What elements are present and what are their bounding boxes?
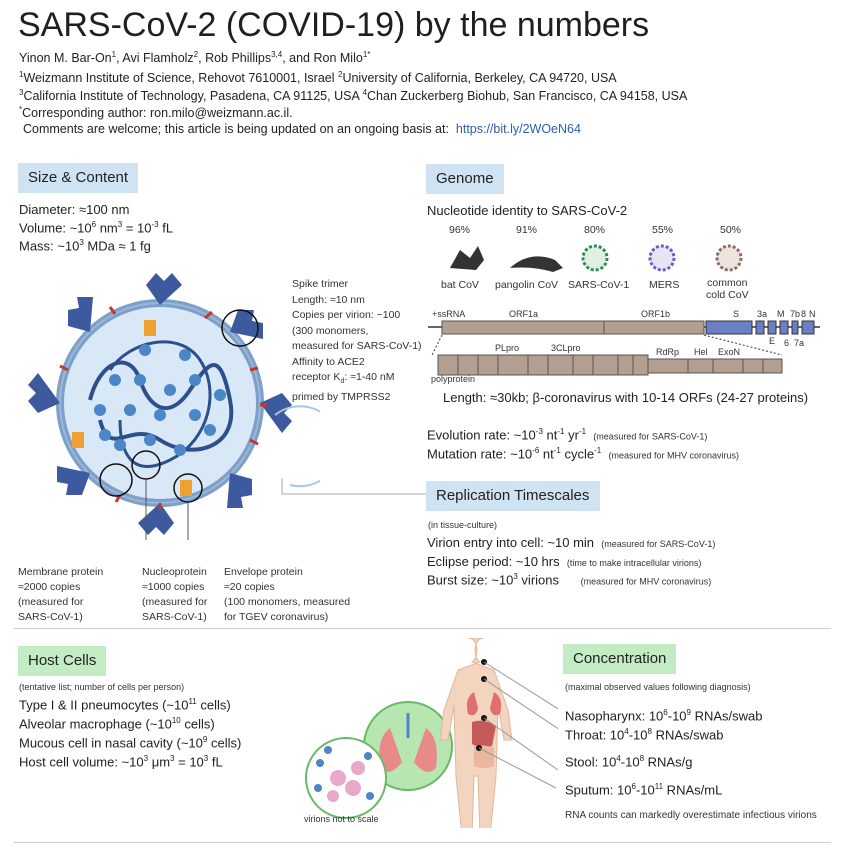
corresponding-author: *Corresponding author: ron.milo@weizmann.ac.il.: [19, 105, 293, 121]
envelope-protein: [144, 320, 156, 336]
sars-cov-1-label: SARS-CoV-1: [568, 279, 630, 291]
affiliations-2: $^3$California Institute of Technology, Pasadena, CA 91125, USA $^4$Chan Zuckerberg Biohub, San Francisco, CA 94158, USA: [19, 88, 688, 104]
m-gene-label: M: [777, 309, 785, 319]
orf1b-block: [604, 321, 704, 334]
scale-note: virions not to scale: [304, 814, 379, 824]
orf1a-label: ORF1a: [509, 309, 539, 319]
size-content-header: Size & Content: [18, 163, 138, 193]
article-link[interactable]: https://bit.ly/2WOeN64: [455, 122, 581, 136]
exon-label: ExoN: [718, 347, 741, 357]
hel-label: Hel: [694, 347, 708, 357]
pneumocytes: Type I & II pneumocytes ($\sim 10^{11}$ cells): [19, 697, 231, 713]
sars-cov-1-pct: 80%: [584, 224, 606, 236]
connector-line: [280, 478, 430, 498]
burst-size: Burst size: $\sim 10^3$ virions (measured for MHV coronavirus): [427, 572, 712, 588]
polyprotein-1a: [438, 355, 648, 375]
replication-header: Replication Timescales: [426, 481, 600, 511]
host-cell-volume: Host cell volume: $\sim 10^3$ $\mu m^3 = 10^3$ fL: [19, 754, 223, 770]
bat-cov-label: bat CoV: [441, 279, 479, 291]
eclipse-period: Eclipse period: ~10 hrs (time to make intracellular virions): [427, 554, 702, 569]
concentration-header: Concentration: [563, 644, 676, 674]
sputum: Sputum: $10^6-10^{11}$ RNAs/mL: [565, 782, 723, 798]
host-cells-header: Host Cells: [18, 646, 106, 676]
diameter: Diameter: ≈100 nm: [19, 202, 130, 217]
polyprotein-1b: [648, 359, 782, 373]
orf1b-label: ORF1b: [641, 309, 671, 319]
body-illustration: [298, 638, 558, 828]
virus-icons: [440, 238, 770, 278]
section-divider: [14, 628, 831, 629]
mers-pct: 55%: [652, 224, 674, 236]
page-title: SARS-CoV-2 (COVID-19) by the numbers: [18, 6, 650, 44]
common-cold-label: common cold CoV: [706, 277, 749, 301]
nasopharynx: Nasopharynx: $10^6-10^9$ RNAs/swab: [565, 708, 763, 724]
polyprotein-label: polyprotein: [431, 374, 476, 384]
3clpro-label: 3CLpro: [551, 343, 581, 353]
s-gene-label: S: [733, 309, 740, 319]
bottom-divider: [14, 842, 831, 843]
common-cold-pct: 50%: [720, 224, 742, 236]
mass: Mass: $\sim 10^3$ MDa ≈ 1 fg: [19, 238, 151, 254]
virion-illustration: [20, 270, 320, 570]
bat-cov-pct: 96%: [449, 224, 471, 236]
replication-note: (in tissue-culture): [428, 520, 498, 530]
mucous-cell: Mucous cell in nasal cavity ($\sim 10^9$ cells): [19, 735, 242, 751]
mutation-rate: Mutation rate: $\sim 10^{-6}$ $nt^{-1}$ cycle$^{-1}$ (measured for MHV coronavirus): [427, 446, 740, 462]
affiliations-1: $^1$Weizmann Institute of Science, Rehovot 7610001, Israel $^2$University of California, Berkeley, CA 94720, USA: [19, 70, 617, 86]
sars-cov-1-icon: [583, 246, 607, 270]
host-note: (tentative list; number of cells per person): [19, 682, 185, 692]
membrane-protein-label: Membrane protein ≈2000 copies (measured for SARS-CoV-1): [18, 566, 104, 623]
concentration-note: (maximal observed values following diagnosis): [565, 682, 751, 692]
evolution-rate: Evolution rate: $\sim 10^{-3}$ $nt^{-1}$ $yr^{-1}$ (measured for SARS-CoV-1): [427, 427, 708, 443]
envelope-protein-label: Envelope protein ≈20 copies (100 monomers, measured for TGEV coronavirus): [224, 566, 351, 623]
common-cold-icon: [717, 246, 741, 270]
ssrna-label: +ssRNA: [432, 309, 466, 319]
gene-3a-label: 3a: [757, 309, 768, 319]
genome-length: Length: ≈30kb; β-coronavirus with 10-14 ORFs (24-27 proteins): [443, 390, 809, 405]
comments-line: Comments are welcome; this article is being updated on an ongoing basis at: https://bit.ly/2WOeN64: [23, 122, 581, 136]
orf1a-block: [442, 321, 604, 334]
plpro-label: PLpro: [495, 343, 520, 353]
gene-7b-label: 7b: [790, 309, 801, 319]
s-block: [706, 321, 752, 334]
pangolin-cov-label: pangolin CoV: [495, 279, 559, 291]
genome-header: Genome: [426, 164, 504, 194]
gene-7a-label: 7a: [794, 338, 805, 348]
concentration-footer: RNA counts can markedly overestimate infectious virions: [565, 810, 817, 821]
authors-line: Yinon M. Bar-On$^1$, Avi Flamholz$^2$, Rob Phillips$^{3,4}$, and Ron Milo$^{1*}$: [19, 50, 371, 66]
volume: Volume: $\sim 10^6$ $nm^3 = 10^{-3}$ fL: [19, 220, 174, 236]
pangolin-icon: [510, 256, 563, 272]
mers-icon: [650, 246, 674, 270]
rdrp-label: RdRp: [656, 347, 680, 357]
stool: Stool: $10^4-10^8$ RNAs/g: [565, 754, 693, 770]
e-gene-label: E: [769, 336, 776, 346]
bat-icon: [450, 246, 484, 270]
gene-6-label: 6: [784, 338, 790, 348]
throat: Throat: $10^4-10^8$ RNAs/swab: [565, 727, 724, 743]
n-gene-label: N: [809, 309, 816, 319]
mers-label: MERS: [649, 279, 680, 291]
gene-8-label: 8: [801, 309, 807, 319]
entry-time: Virion entry into cell: ~10 min (measured for SARS-CoV-1): [427, 535, 716, 550]
spike-annotation: Spike trimer Length: ≈10 nm Copies per virion: ~100 (300 monomers, measured for SARS-CoV-1) Affinity to ACE2 receptor $K_d$: ≈1-40 nM primed by TMPRSS2: [292, 278, 422, 403]
identity-title: Nucleotide identity to SARS-CoV-2: [427, 203, 628, 218]
pangolin-cov-pct: 91%: [516, 224, 538, 236]
nucleoprotein-label: Nucleoprotein ≈1000 copies (measured for SARS-CoV-1): [142, 566, 208, 623]
macrophage: Alveolar macrophage ($\sim 10^{10}$ cells): [19, 716, 215, 732]
